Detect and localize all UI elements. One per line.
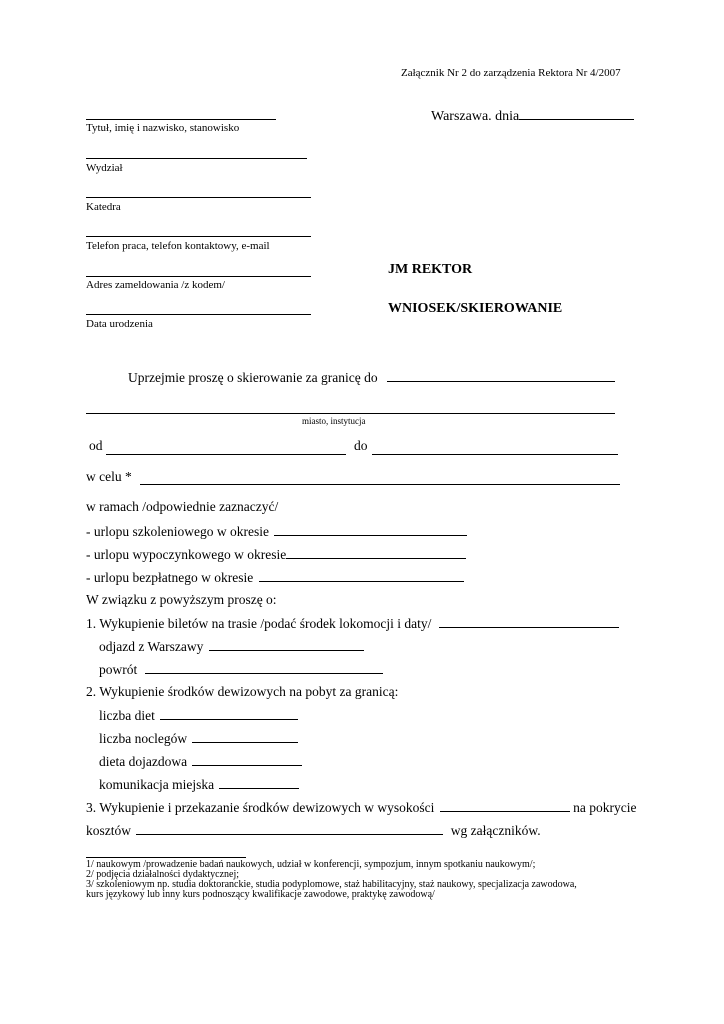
- route-field[interactable]: [439, 615, 619, 628]
- footnote-1: 1/ naukowym /prowadzenie badań naukowych, udział w konferencji, sympozjum, innym spotkaniu naukowym/;: [86, 859, 536, 870]
- departure-row: [99, 638, 364, 655]
- city-caption: miasto, instytucja: [302, 416, 366, 426]
- footnote-2: 2/ podjęcia działalności dydaktycznej;: [86, 869, 239, 880]
- return-field[interactable]: [145, 661, 383, 674]
- leave-vacation-label: - urlopu wypoczynkowego w okresie: [86, 547, 287, 562]
- request-line: [128, 369, 615, 386]
- item3-label: 3. Wykupienie i przekazanie środków dewizowych w wysokości: [86, 800, 435, 815]
- item2-label: 2. Wykupienie środków dewizowych na pobyt za granicą:: [86, 684, 399, 699]
- birthdate-field[interactable]: [86, 314, 311, 315]
- leave-vacation-row: [86, 546, 466, 563]
- diets-field[interactable]: [160, 707, 298, 720]
- name-label: Tytuł, imię i nazwisko, stanowisko: [86, 122, 240, 134]
- item1-row: [86, 615, 619, 632]
- address-field[interactable]: [86, 276, 311, 277]
- diets-row: [99, 707, 298, 724]
- amount-field[interactable]: [440, 799, 570, 812]
- costs-field[interactable]: [136, 822, 443, 835]
- footnote-3-cont: kurs językowy lub inny kurs podnoszący kwalifikacje zawodowe, praktykę zawodową/: [86, 889, 435, 900]
- leave-unpaid-label: - urlopu bezpłatnego w okresie: [86, 570, 254, 585]
- item1-label: 1. Wykupienie biletów na trasie /podać środek lokomocji i daty/: [86, 616, 432, 631]
- commute-field[interactable]: [192, 753, 302, 766]
- commute-row: [99, 753, 302, 770]
- request-text: Uprzejmie proszę o skierowanie za granicę do: [128, 370, 378, 385]
- leave-vacation-field[interactable]: [286, 546, 466, 559]
- purpose-label: w celu *: [86, 469, 132, 484]
- framework-label: w ramach /odpowiednie zaznaczyć/: [86, 499, 279, 514]
- costs-row: [86, 822, 541, 839]
- leave-training-row: [86, 523, 467, 540]
- document-title: WNIOSEK/SKIEROWANIE: [388, 301, 563, 316]
- destination-field[interactable]: [387, 369, 615, 382]
- address-label: Adres zameldowania /z kodem/: [86, 279, 225, 291]
- phone-label: Telefon praca, telefon kontaktowy, e-mail: [86, 240, 270, 252]
- to-label: do: [354, 438, 368, 453]
- leave-unpaid-field[interactable]: [259, 569, 464, 582]
- from-date-field[interactable]: [106, 454, 346, 455]
- date-field[interactable]: [519, 107, 634, 120]
- addressee: JM REKTOR: [388, 262, 473, 277]
- leave-unpaid-row: [86, 569, 464, 586]
- commute-label: dieta dojazdowa: [99, 754, 188, 769]
- place-date-label: Warszawa. dnia: [431, 109, 520, 124]
- therefore-label: W związku z powyższym proszę o:: [86, 592, 277, 607]
- footnote-3: 3/ szkoleniowym np. studia doktoranckie, studia podyplomowe, staż habilitacyjny, staż naukowy, specjalizacja zawodowa,: [86, 879, 577, 890]
- annex-reference: Załącznik Nr 2 do zarządzenia Rektora Nr 4/2007: [401, 67, 621, 79]
- nights-label: liczba noclegów: [99, 731, 188, 746]
- nights-field[interactable]: [192, 730, 298, 743]
- costs-label: kosztów: [86, 823, 131, 838]
- leave-training-label: - urlopu szkoleniowego w okresie: [86, 524, 269, 539]
- birthdate-label: Data urodzenia: [86, 318, 153, 330]
- return-row: [99, 661, 383, 678]
- place-date: [431, 107, 634, 125]
- departure-field[interactable]: [209, 638, 364, 651]
- department-label: Katedra: [86, 201, 121, 213]
- diets-label: liczba diet: [99, 708, 155, 723]
- phone-field[interactable]: [86, 236, 311, 237]
- faculty-label: Wydział: [86, 162, 123, 174]
- item3-row: [86, 799, 636, 816]
- to-date-field[interactable]: [372, 454, 618, 455]
- return-label: powrót: [99, 662, 138, 677]
- nights-row: [99, 730, 298, 747]
- transport-row: [99, 776, 299, 793]
- department-field[interactable]: [86, 197, 311, 198]
- transport-label: komunikacja miejska: [99, 777, 215, 792]
- leave-training-field[interactable]: [274, 523, 467, 536]
- transport-field[interactable]: [219, 776, 299, 789]
- destination-field-2[interactable]: [86, 413, 615, 414]
- footnote-separator: [86, 857, 246, 858]
- purpose-field[interactable]: [140, 484, 620, 485]
- faculty-field[interactable]: [86, 158, 307, 159]
- attachments-label: wg załączników.: [450, 823, 541, 838]
- from-label: od: [89, 438, 103, 453]
- departure-label: odjazd z Warszawy: [99, 639, 204, 654]
- name-field[interactable]: [86, 119, 276, 120]
- item3-cover-label: na pokrycie: [573, 800, 637, 815]
